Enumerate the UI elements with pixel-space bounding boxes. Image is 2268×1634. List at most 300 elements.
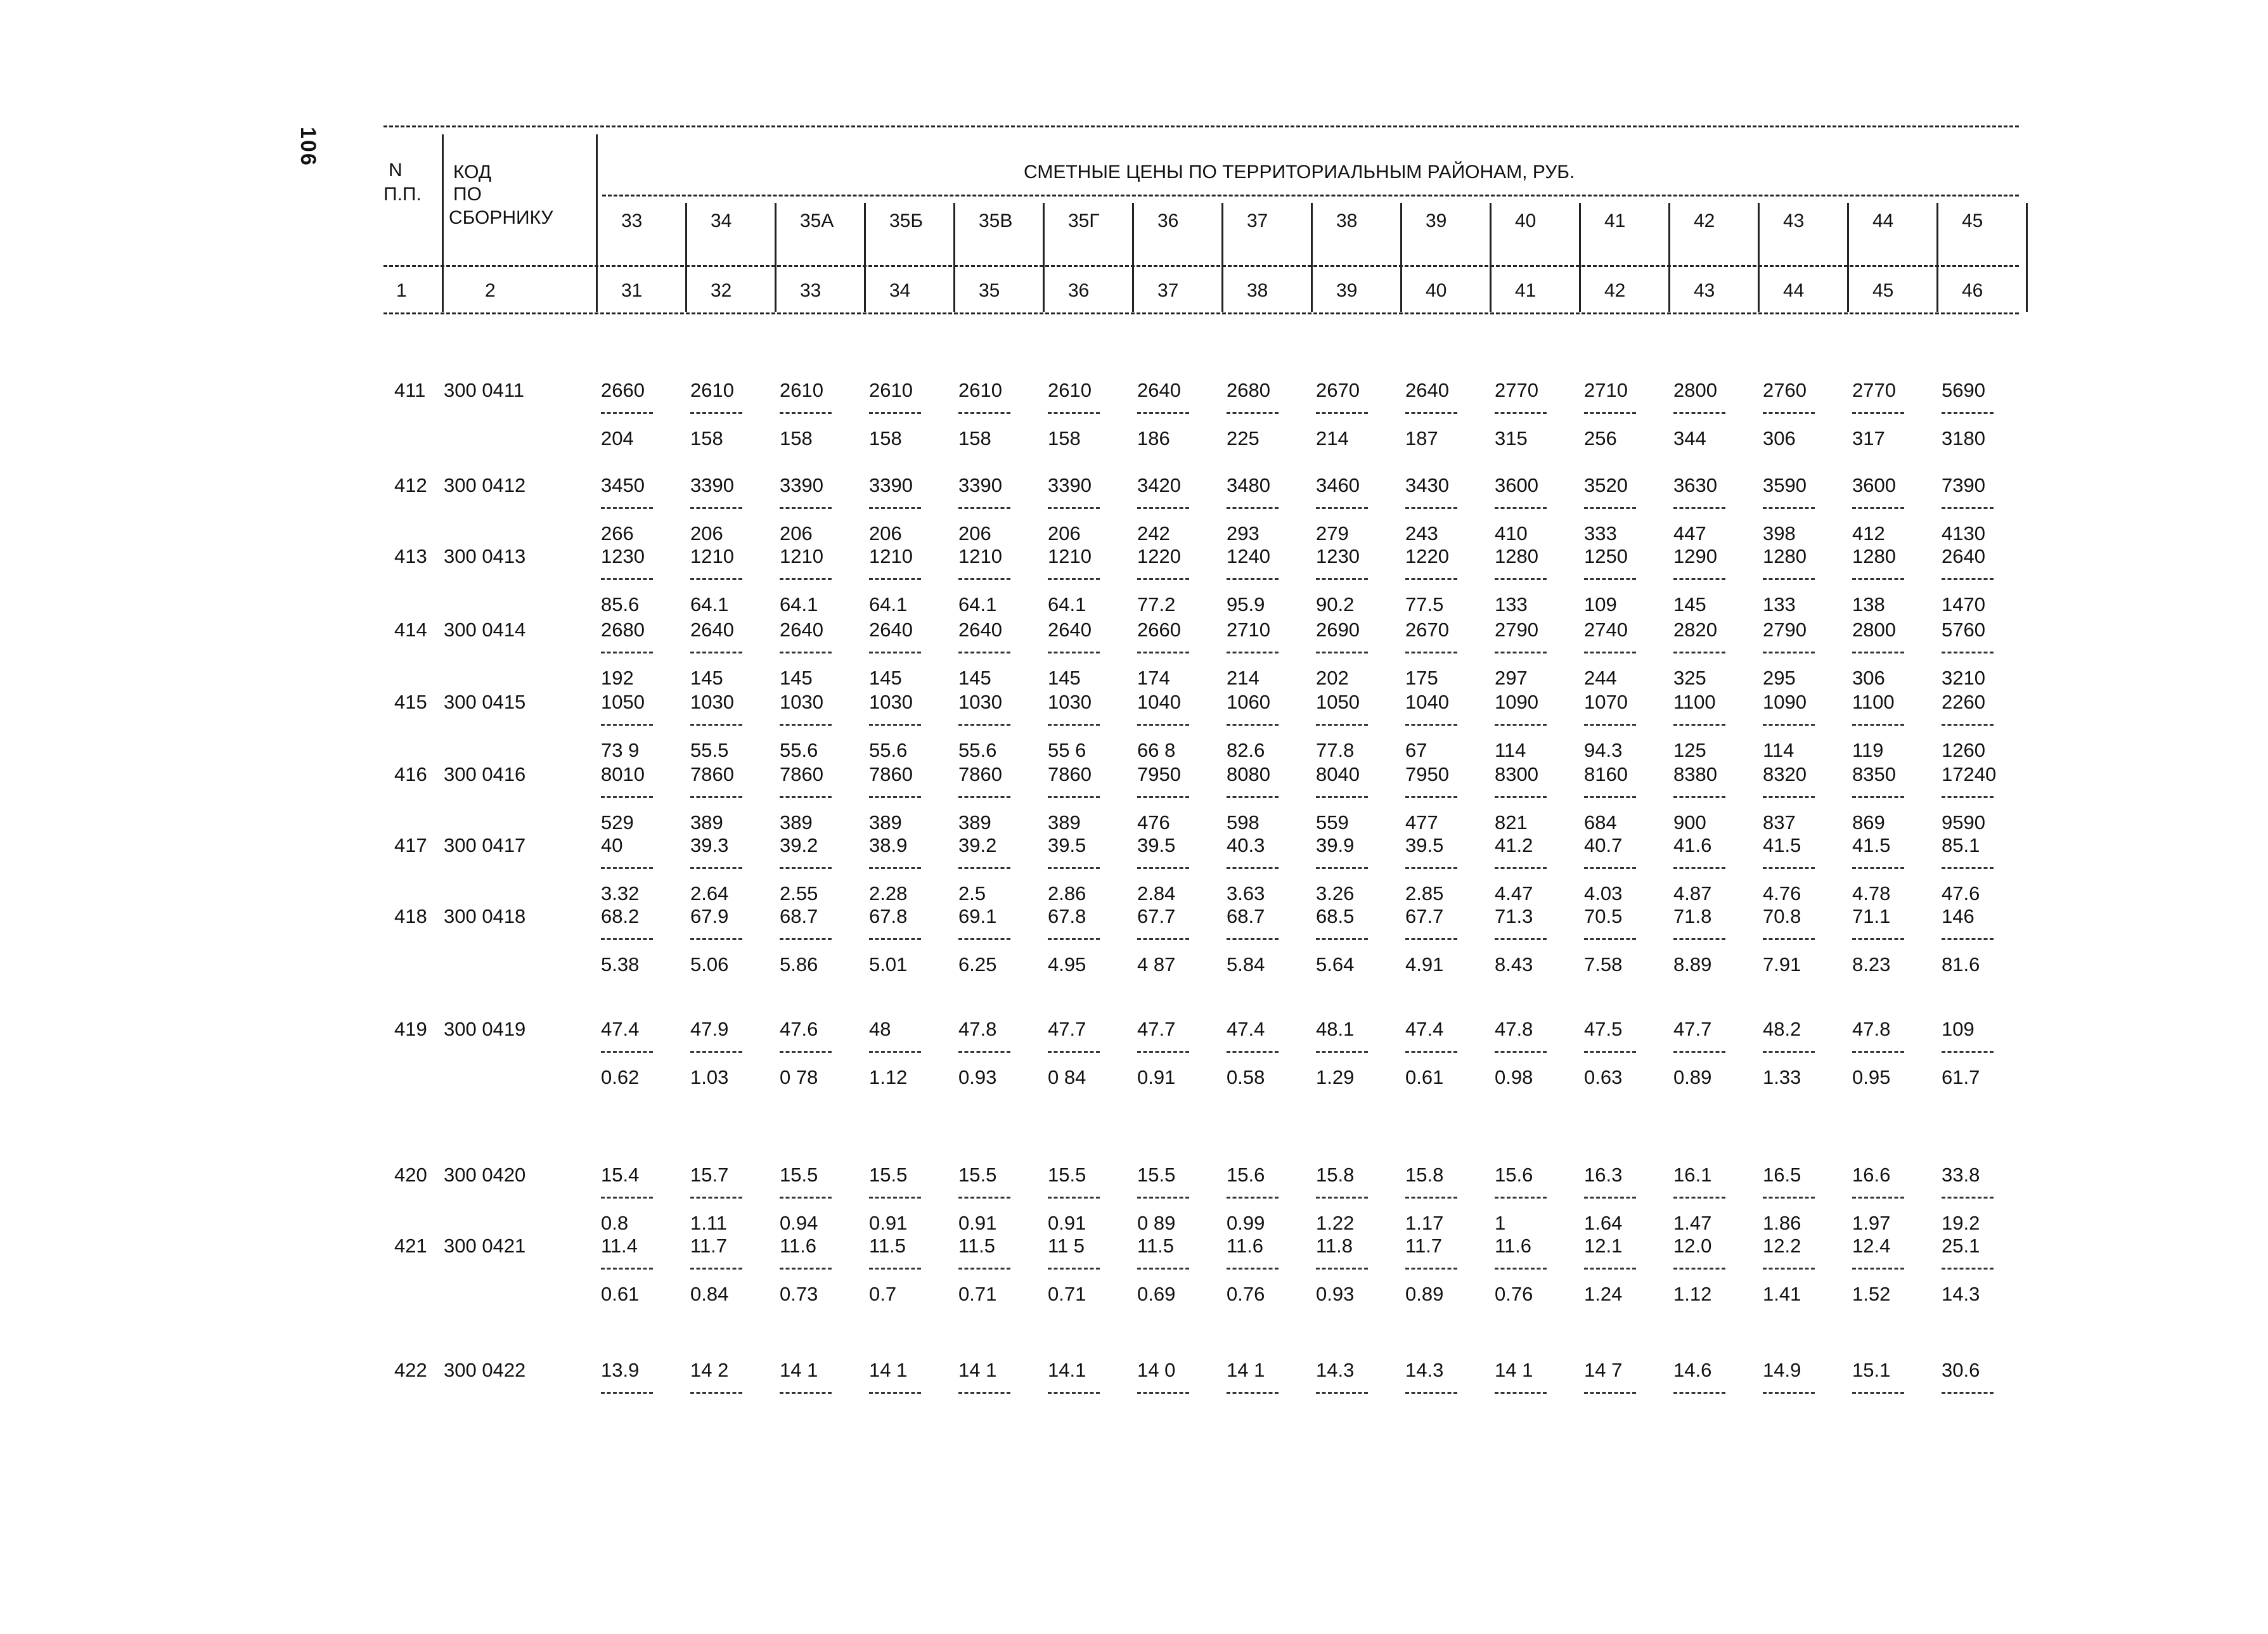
header-col-num-1: 1 (396, 280, 407, 301)
price-value: 1030 (869, 691, 913, 713)
district-header: 33 (621, 210, 643, 231)
fraction-bar (1942, 652, 1994, 653)
header-column-divider (1221, 203, 1223, 312)
price-value: 2640 (780, 619, 823, 641)
fraction-bar (1852, 796, 1904, 798)
fraction-bar (1852, 1051, 1904, 1053)
row-code: 300 0413 (444, 545, 526, 567)
fraction-bar (780, 1197, 832, 1199)
price-value: 66 8 (1137, 739, 1176, 761)
price-value: 69.1 (958, 905, 997, 927)
price-value: 94.3 (1584, 739, 1623, 761)
fraction-bar (1048, 1051, 1100, 1053)
price-value: 8.23 (1852, 953, 1891, 975)
price-value: 11.8 (1316, 1235, 1353, 1257)
price-value: 15.4 (601, 1164, 640, 1186)
price-value: 15.1 (1852, 1359, 1891, 1381)
price-value: 598 (1227, 811, 1260, 833)
fraction-bar (690, 1051, 742, 1053)
price-value: 125 (1673, 739, 1706, 761)
price-value: 4.78 (1852, 882, 1891, 904)
price-value: 61.7 (1942, 1066, 1980, 1088)
fraction-bar (958, 1268, 1010, 1270)
price-value: 14.3 (1405, 1359, 1444, 1381)
header-n: N (389, 160, 403, 181)
price-value: 14 0 (1137, 1359, 1176, 1381)
price-value: 0.71 (958, 1283, 997, 1305)
price-value: 70.8 (1763, 905, 1801, 927)
fraction-bar (1852, 1197, 1904, 1199)
fraction-bar (690, 1392, 742, 1394)
price-value: 0.84 (690, 1283, 729, 1305)
price-value: 7860 (780, 763, 823, 785)
price-value: 82.6 (1227, 739, 1265, 761)
price-value: 47.7 (1048, 1018, 1086, 1040)
header-column-divider (596, 203, 598, 312)
fraction-bar (1763, 652, 1815, 653)
district-header: 40 (1515, 210, 1537, 231)
row-code: 300 0418 (444, 905, 526, 927)
price-value: 344 (1673, 427, 1706, 449)
header-mid-rule (602, 195, 2019, 196)
fraction-bar (1227, 578, 1279, 580)
price-value: 1.17 (1405, 1212, 1444, 1234)
fraction-bar (1852, 507, 1904, 509)
fraction-bar (1852, 578, 1904, 580)
price-value: 55.6 (958, 739, 997, 761)
fraction-bar (1495, 1051, 1547, 1053)
column-number: 46 (1962, 280, 1983, 301)
fraction-bar (690, 938, 742, 940)
fraction-bar (1227, 938, 1279, 940)
fraction-bar (869, 796, 921, 798)
price-value: 14 1 (958, 1359, 997, 1381)
fraction-bar (1137, 507, 1189, 509)
price-value: 8.89 (1673, 953, 1712, 975)
column-number: 43 (1694, 280, 1715, 301)
fraction-bar (958, 938, 1010, 940)
price-value: 204 (601, 427, 634, 449)
price-value: 4.95 (1048, 953, 1086, 975)
fraction-bar (869, 507, 921, 509)
fraction-bar (869, 1392, 921, 1394)
price-value: 3430 (1405, 474, 1449, 496)
fraction-bar (958, 412, 1010, 414)
price-value: 0 84 (1048, 1066, 1086, 1088)
header-column-divider (953, 203, 955, 312)
price-value: 1090 (1495, 691, 1538, 713)
fraction-bar (1048, 1197, 1100, 1199)
price-value: 0.76 (1495, 1283, 1533, 1305)
price-value: 16.3 (1584, 1164, 1623, 1186)
price-value: 7950 (1405, 763, 1449, 785)
price-value: 3210 (1942, 667, 1985, 689)
fraction-bar (1852, 867, 1904, 869)
price-value: 2690 (1316, 619, 1360, 641)
fraction-bar (1495, 1197, 1547, 1199)
district-header: 35А (800, 210, 834, 231)
price-value: 4.03 (1584, 882, 1623, 904)
fraction-bar (958, 578, 1010, 580)
fraction-bar (1673, 724, 1725, 726)
price-value: 4.47 (1495, 882, 1533, 904)
price-value: 3630 (1673, 474, 1717, 496)
price-value: 39.9 (1316, 834, 1355, 856)
fraction-bar (1942, 1268, 1994, 1270)
price-value: 293 (1227, 522, 1260, 544)
fraction-bar (601, 938, 653, 940)
price-value: 5.06 (690, 953, 729, 975)
fraction-bar (1852, 652, 1904, 653)
fraction-bar (1673, 867, 1725, 869)
price-value: 2680 (601, 619, 645, 641)
fraction-bar (1137, 578, 1189, 580)
price-value: 68.5 (1316, 905, 1355, 927)
price-value: 297 (1495, 667, 1528, 689)
fraction-bar (1316, 507, 1368, 509)
price-value: 39.5 (1405, 834, 1444, 856)
column-number: 44 (1783, 280, 1805, 301)
fraction-bar (780, 507, 832, 509)
fraction-bar (1584, 796, 1636, 798)
fraction-bar (1584, 412, 1636, 414)
price-value: 266 (601, 522, 634, 544)
price-value: 15.6 (1495, 1164, 1533, 1186)
fraction-bar (1137, 1197, 1189, 1199)
price-value: 14 1 (780, 1359, 818, 1381)
fraction-bar (780, 1051, 832, 1053)
fraction-bar (1584, 507, 1636, 509)
district-header: 35Б (889, 210, 924, 231)
price-value: 71.1 (1852, 905, 1891, 927)
price-value: 0.99 (1227, 1212, 1265, 1234)
price-value: 8350 (1852, 763, 1896, 785)
price-value: 15.8 (1405, 1164, 1444, 1186)
fraction-bar (1763, 578, 1815, 580)
price-value: 7390 (1942, 474, 1985, 496)
fraction-bar (1673, 1268, 1725, 1270)
fraction-bar (1673, 1392, 1725, 1394)
price-value: 0.91 (1137, 1066, 1176, 1088)
price-value: 8040 (1316, 763, 1360, 785)
fraction-bar (1584, 578, 1636, 580)
price-value: 1030 (1048, 691, 1092, 713)
header-column-divider (1668, 203, 1670, 312)
fraction-bar (1048, 796, 1100, 798)
fraction-bar (690, 1197, 742, 1199)
price-value: 2640 (690, 619, 734, 641)
price-value: 39.5 (1048, 834, 1086, 856)
row-number: 417 (394, 834, 427, 856)
fraction-bar (1405, 724, 1457, 726)
price-value: 67.7 (1137, 905, 1176, 927)
price-value: 47.5 (1584, 1018, 1623, 1040)
price-value: 389 (1048, 811, 1081, 833)
price-value: 4.87 (1673, 882, 1712, 904)
fraction-bar (1405, 507, 1457, 509)
price-value: 12.1 (1584, 1235, 1623, 1257)
fraction-bar (1584, 1197, 1636, 1199)
price-value: 8.43 (1495, 953, 1533, 975)
price-value: 158 (869, 427, 902, 449)
price-value: 0 89 (1137, 1212, 1176, 1234)
fraction-bar (1048, 652, 1100, 653)
column-number: 31 (621, 280, 643, 301)
fraction-bar (958, 796, 1010, 798)
price-value: 2610 (1048, 379, 1092, 401)
fraction-bar (1316, 1197, 1368, 1199)
fraction-bar (601, 507, 653, 509)
header-divider-n (442, 134, 444, 312)
fraction-bar (1495, 578, 1547, 580)
price-value: 77.5 (1405, 593, 1444, 615)
row-number: 411 (394, 379, 426, 401)
fraction-bar (601, 578, 653, 580)
header-column-divider (1132, 203, 1134, 312)
price-value: 81.6 (1942, 953, 1980, 975)
price-value: 41.5 (1852, 834, 1891, 856)
fraction-bar (869, 724, 921, 726)
price-value: 206 (690, 522, 723, 544)
price-value: 2610 (780, 379, 823, 401)
fraction-bar (1048, 938, 1100, 940)
fraction-bar (1048, 867, 1100, 869)
price-value: 3450 (601, 474, 645, 496)
price-value: 1030 (780, 691, 823, 713)
price-value: 3390 (958, 474, 1002, 496)
price-value: 114 (1495, 739, 1526, 761)
price-value: 1.11 (690, 1212, 728, 1234)
price-value: 389 (690, 811, 723, 833)
header-column-divider (1936, 203, 1938, 312)
header-column-divider (2026, 203, 2028, 312)
price-value: 11 5 (1048, 1235, 1085, 1257)
price-value: 138 (1852, 593, 1885, 615)
price-value: 1040 (1405, 691, 1449, 713)
header-column-divider (1311, 203, 1313, 312)
price-value: 5.64 (1316, 953, 1355, 975)
fraction-bar (1495, 796, 1547, 798)
fraction-bar (869, 867, 921, 869)
price-value: 1210 (690, 545, 734, 567)
fraction-bar (1763, 938, 1815, 940)
price-value: 109 (1584, 593, 1617, 615)
price-value: 0 78 (780, 1066, 818, 1088)
price-value: 2260 (1942, 691, 1985, 713)
price-value: 2770 (1495, 379, 1538, 401)
price-value: 47.7 (1137, 1018, 1176, 1040)
fraction-bar (1495, 1268, 1547, 1270)
row-number: 420 (394, 1164, 427, 1186)
fraction-bar (1763, 507, 1815, 509)
price-value: 5.84 (1227, 953, 1265, 975)
fraction-bar (1584, 724, 1636, 726)
header-num-rule (383, 265, 2019, 267)
price-value: 206 (780, 522, 813, 544)
fraction-bar (1942, 578, 1994, 580)
fraction-bar (1048, 724, 1100, 726)
price-value: 186 (1137, 427, 1170, 449)
price-value: 14 1 (1227, 1359, 1265, 1381)
price-value: 0.89 (1673, 1066, 1712, 1088)
price-value: 2610 (958, 379, 1002, 401)
price-value: 869 (1852, 811, 1885, 833)
fraction-bar (1584, 1051, 1636, 1053)
row-code: 300 0416 (444, 763, 526, 785)
fraction-bar (1405, 796, 1457, 798)
fraction-bar (1227, 652, 1279, 653)
price-value: 0.58 (1227, 1066, 1265, 1088)
fraction-bar (1137, 652, 1189, 653)
price-value: 47.6 (780, 1018, 818, 1040)
column-number: 40 (1426, 280, 1447, 301)
fraction-bar (1852, 412, 1904, 414)
price-value: 1470 (1942, 593, 1985, 615)
fraction-bar (780, 938, 832, 940)
price-value: 8380 (1673, 763, 1717, 785)
price-value: 47.6 (1942, 882, 1980, 904)
fraction-bar (1673, 652, 1725, 653)
price-value: 2610 (690, 379, 734, 401)
price-value: 1.03 (690, 1066, 729, 1088)
price-value: 2610 (869, 379, 913, 401)
column-number: 45 (1872, 280, 1894, 301)
price-value: 1.24 (1584, 1283, 1623, 1305)
price-value: 7.58 (1584, 953, 1623, 975)
price-value: 145 (869, 667, 902, 689)
price-value: 3590 (1763, 474, 1807, 496)
fraction-bar (1673, 1197, 1725, 1199)
fraction-bar (1137, 412, 1189, 414)
price-value: 11.7 (1405, 1235, 1443, 1257)
price-value: 64.1 (869, 593, 908, 615)
price-value: 11.6 (1227, 1235, 1264, 1257)
price-value: 1070 (1584, 691, 1628, 713)
price-value: 9590 (1942, 811, 1985, 833)
price-value: 2800 (1852, 619, 1896, 641)
price-value: 39.3 (690, 834, 729, 856)
column-number: 33 (800, 280, 822, 301)
price-value: 5760 (1942, 619, 1985, 641)
price-value: 0.71 (1048, 1283, 1086, 1305)
fraction-bar (1673, 796, 1725, 798)
price-value: 67.8 (869, 905, 908, 927)
district-header: 38 (1336, 210, 1358, 231)
price-value: 389 (780, 811, 813, 833)
price-value: 1.47 (1673, 1212, 1712, 1234)
price-value: 109 (1942, 1018, 1975, 1040)
price-value: 12.0 (1673, 1235, 1712, 1257)
fraction-bar (958, 652, 1010, 653)
header-column-divider (1758, 203, 1760, 312)
price-value: 3390 (1048, 474, 1092, 496)
price-value: 1240 (1227, 545, 1270, 567)
fraction-bar (1227, 1051, 1279, 1053)
price-value: 1.12 (869, 1066, 908, 1088)
header-code-line3: СБОРНИКУ (449, 207, 553, 228)
price-value: 3600 (1495, 474, 1538, 496)
price-value: 68.7 (1227, 905, 1265, 927)
fraction-bar (958, 1392, 1010, 1394)
fraction-bar (1316, 724, 1368, 726)
fraction-bar (1673, 1051, 1725, 1053)
header-column-divider (1400, 203, 1402, 312)
row-number: 415 (394, 691, 427, 713)
price-value: 5.01 (869, 953, 908, 975)
fraction-bar (1852, 1392, 1904, 1394)
fraction-bar (1048, 507, 1100, 509)
price-value: 315 (1495, 427, 1528, 449)
price-value: 317 (1852, 427, 1885, 449)
fraction-bar (690, 796, 742, 798)
price-value: 133 (1763, 593, 1796, 615)
price-value: 0.91 (958, 1212, 997, 1234)
price-value: 0.76 (1227, 1283, 1265, 1305)
fraction-bar (1405, 938, 1457, 940)
price-value: 3460 (1316, 474, 1360, 496)
fraction-bar (1942, 507, 1994, 509)
row-code: 300 0412 (444, 474, 526, 496)
price-value: 1260 (1942, 739, 1985, 761)
price-value: 8080 (1227, 763, 1270, 785)
price-value: 41.2 (1495, 834, 1533, 856)
price-value: 145 (690, 667, 723, 689)
price-value: 68.2 (601, 905, 640, 927)
fraction-bar (1316, 578, 1368, 580)
price-value: 187 (1405, 427, 1438, 449)
price-value: 40.3 (1227, 834, 1265, 856)
price-value: 17240 (1942, 763, 1997, 785)
fraction-bar (1048, 1392, 1100, 1394)
price-value: 47.9 (690, 1018, 729, 1040)
fraction-bar (958, 507, 1010, 509)
price-value: 15.5 (869, 1164, 908, 1186)
price-value: 0.95 (1852, 1066, 1891, 1088)
price-value: 206 (958, 522, 991, 544)
price-value: 1210 (958, 545, 1002, 567)
fraction-bar (601, 652, 653, 653)
fraction-bar (1852, 1268, 1904, 1270)
fraction-bar (869, 652, 921, 653)
price-value: 64.1 (780, 593, 818, 615)
fraction-bar (1405, 867, 1457, 869)
fraction-bar (1137, 1392, 1189, 1394)
fraction-bar (1942, 938, 1994, 940)
header-pp: П.П. (383, 184, 422, 205)
price-value: 33.8 (1942, 1164, 1980, 1186)
column-number: 39 (1336, 280, 1358, 301)
price-value: 47.7 (1673, 1018, 1712, 1040)
price-value: 77.8 (1316, 739, 1355, 761)
price-value: 202 (1316, 667, 1349, 689)
price-value: 25.1 (1942, 1235, 1980, 1257)
price-value: 5.86 (780, 953, 818, 975)
price-value: 1.52 (1852, 1283, 1891, 1305)
fraction-bar (1048, 1268, 1100, 1270)
row-code: 300 0421 (444, 1235, 526, 1257)
price-value: 55 6 (1048, 739, 1086, 761)
fraction-bar (1405, 1051, 1457, 1053)
column-number: 38 (1247, 280, 1268, 301)
price-value: 1040 (1137, 691, 1181, 713)
price-value: 2790 (1763, 619, 1807, 641)
price-value: 447 (1673, 522, 1706, 544)
price-value: 16.6 (1852, 1164, 1891, 1186)
price-value: 1220 (1137, 545, 1181, 567)
fraction-bar (1137, 1268, 1189, 1270)
price-value: 158 (1048, 427, 1081, 449)
price-value: 206 (1048, 522, 1081, 544)
